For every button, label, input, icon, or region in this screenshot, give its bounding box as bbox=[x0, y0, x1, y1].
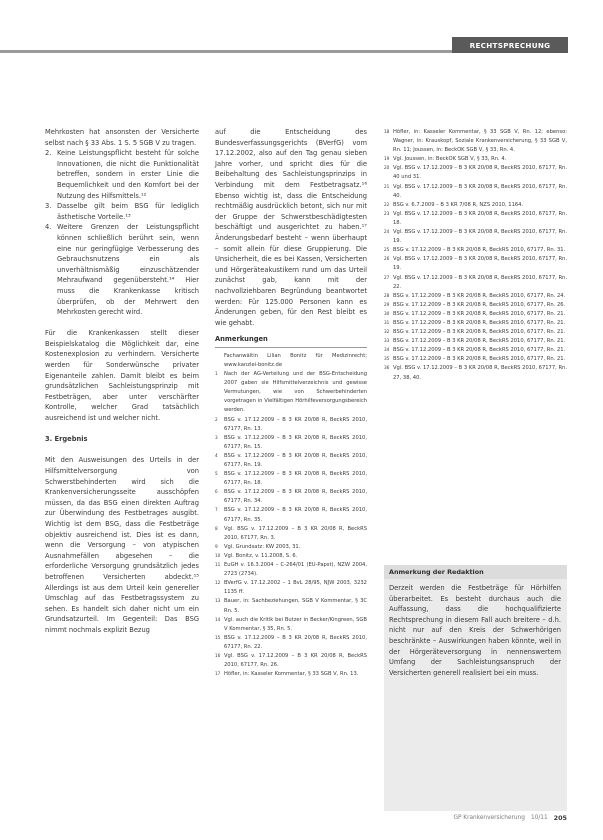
footnote-list bbox=[215, 352, 367, 679]
footnote bbox=[384, 210, 567, 228]
section-label: RECHTSPRECHUNG bbox=[452, 37, 568, 53]
footnote-number: 25 bbox=[384, 247, 390, 253]
footnote-number: 14 bbox=[215, 616, 221, 622]
footnote-number: 29 bbox=[384, 301, 390, 307]
footnote-text: BSG v. 17.12.2009 – B 3 KR 20/08 R, BeckRS 2010, 67177, Rn. 34. bbox=[224, 489, 367, 505]
footnote bbox=[215, 352, 367, 370]
footnote bbox=[384, 255, 567, 273]
editorial-note-title: Anmerkung der Redaktion bbox=[384, 565, 567, 579]
footnote-text: Vgl. Joussen, in: BeckOK SGB V, § 33, Rn. 4. bbox=[393, 156, 507, 163]
footnote-number: 34 bbox=[384, 347, 390, 353]
footnote-text: Bauer, in: Sachbeziehungen, SGB V Kommentar, § 3C Rn. 5. bbox=[224, 598, 367, 614]
footnote bbox=[215, 579, 367, 597]
footnote-number: 23 bbox=[384, 210, 390, 216]
footnote bbox=[215, 670, 367, 679]
footnote bbox=[215, 634, 367, 652]
footnote-number: 5 bbox=[215, 471, 218, 477]
column-2 bbox=[215, 127, 367, 679]
footnote bbox=[384, 246, 567, 255]
footnote-text: BSG v. 17.12.2009 – B 3 KR 20/08 R, BeckRS 2010, 67177, Rn. 21. bbox=[393, 356, 566, 363]
list-item bbox=[45, 222, 199, 317]
footnote bbox=[384, 128, 567, 155]
footnote-number: 35 bbox=[384, 356, 390, 362]
footnote bbox=[384, 346, 567, 355]
footnote-text: BSG v. 17.12.2009 – B 3 KR 20/08 R, BeckRS 2010, 67177, Rn. 13. bbox=[224, 416, 367, 432]
paragraph-result: Mit den Ausweisungen des Urteils in der Hilfsmittelversorgung von Schwerstbehinderten wird sich die Krankenversicherungsseite ausschöpfen müssen, da das BSG einen direkten Auftrag zur Überwindung des Festbetrages ausgibt. Wichtig ist dem BSG, dass die Festbeträge objektiv ausreichend ist. Dies ist es dann, wenn die Versorgung – von atypischen Ausnahmefällen abgesehen – die erforderliche Versorgung grundsätzlich jedes betroffenen Versicherten abdeckt.¹⁵ Allerdings ist aus dem Urteil kein genereller Umschlag auf das Festbetragssystem zu sehen. Es handelt sich daher nicht um ein Grundsatzurteil. Im Gegenteil: Das BSG nimmt nochmals explizit Bezug bbox=[45, 456, 199, 634]
footnote bbox=[384, 228, 567, 246]
footnote-text: BSG v. 17.12.2009 – B 3 KR 20/08 R, BeckRS 2010, 67177, Rn. 15. bbox=[224, 434, 367, 450]
footnote-number: 8 bbox=[215, 525, 218, 531]
footnote-text: BSG v. 17.12.2009 – B 3 KR 20/08 R, BeckRS 2010, 67177, Rn. 22. bbox=[224, 634, 367, 650]
footnote bbox=[384, 319, 567, 328]
footnote-text: BSG v. 17.12.2009 – B 3 KR 20/08 R, BeckRS 2010, 67177, Rn. 21. bbox=[393, 338, 566, 345]
footnote-number: 27 bbox=[384, 274, 390, 280]
footnote-number: 4 bbox=[215, 452, 218, 458]
column-3 bbox=[384, 128, 567, 383]
footnote-text: Vgl. BSG v. 17.12.2009 – B 3 KR 20/08 R, BeckRS 2010, 67177, Rn. 26. bbox=[224, 652, 367, 669]
footnote bbox=[215, 470, 367, 488]
footnote-text: Fachanwältin Lilian Bonitz für Medizinrecht; www.kanzlei-bonitz.de bbox=[224, 352, 367, 368]
footnote-number: 15 bbox=[215, 634, 221, 640]
footnote-text: BSG v. 17.12.2009 – B 3 KR 20/08 R, BeckRS 2010, 67177, Rn. 31. bbox=[393, 247, 566, 254]
footnote-number: 28 bbox=[384, 292, 390, 298]
footnote-number: 30 bbox=[384, 310, 390, 316]
footnote bbox=[215, 652, 367, 670]
footnote-text: BSG v. 17.12.2009 – B 3 KR 20/08 R, BeckRS 2010, 67177, Rn. 35. bbox=[224, 507, 367, 523]
footnote bbox=[384, 155, 567, 164]
footnote bbox=[215, 561, 367, 579]
footnote-number: 10 bbox=[215, 552, 221, 558]
footnote-text: BSG v. 17.12.2009 – B 3 KR 20/08 R, BeckRS 2010, 67177, Rn. 18. bbox=[224, 471, 367, 487]
footnote-number: 17 bbox=[215, 671, 221, 677]
footnote-text: Vgl. BSG v. 17.12.2009 – B 3 KR 20/08 R, BeckRS 2010, 67177, Rn. 22. bbox=[393, 274, 567, 290]
header-rule bbox=[0, 50, 530, 53]
footnote bbox=[215, 416, 367, 434]
list-text: Keine Leistungspflicht besteht für solche Innovationen, die nicht die Funktionalität betreffen, sondern in erster Linie die Bequemlichkeit und den Komfort bei der Nutzung des Hilfsmittels.¹² bbox=[57, 149, 199, 200]
footnote-text: BSG v. 17.12.2009 – B 3 KR 20/08 R, BeckRS 2010, 67177, Rn. 21. bbox=[393, 310, 566, 317]
footnote-text: Vgl. BSG v. 17.12.2009 – B 3 KR 20/08 R, BeckRS 2010, 67177, Rn. 19. bbox=[393, 229, 567, 245]
footnote bbox=[384, 328, 567, 337]
footnote bbox=[384, 183, 567, 201]
footnote bbox=[215, 552, 367, 561]
footnote-text: BSG v. 17.12.2009 – B 3 KR 20/08 R, BeckRS 2010, 67177, Rn. 21. bbox=[393, 319, 566, 326]
footnote-number: 20 bbox=[384, 165, 390, 171]
footnote-text: Höfler, in: Kasseler Kommentar, § 33 SGB V, Rn. 12; ebenso: Wagner, in: Krauskopf, Soziale Krankenversicherung, § 33 SGB V, Rn. 11; Joussen, in: BeckOK SGB V, § 33, Rn. 4. bbox=[393, 129, 567, 154]
footnote bbox=[384, 355, 567, 364]
footnote-number: 32 bbox=[384, 329, 390, 335]
list-item bbox=[45, 201, 199, 222]
footnote bbox=[215, 525, 367, 543]
list-item bbox=[45, 148, 199, 201]
footnotes-heading: Anmerkungen bbox=[215, 334, 367, 348]
list-text: Weitere Grenzen der Leistungspflicht können schließlich berührt sein, wenn eine nur geringfügige Verbesserung des Gebrauchsnutzens ein als unverhältnismäßig einzuschätzender Mehraufwand gegenübersteht.¹⁴ Hier muss die Krankenkasse kritisch überprüfen, ob der Mehrwert den Mehrkosten gerecht wird. bbox=[57, 223, 199, 317]
footnote-text: Vgl. BSG v. 17.12.2009 – B 3 KR 20/08 R, BeckRS 2010, 67177, Rn. 3. bbox=[224, 525, 367, 541]
footnote-number: 31 bbox=[384, 319, 390, 325]
journal-issue: 10/11 bbox=[530, 815, 548, 821]
footnote-number: 11 bbox=[215, 562, 221, 568]
footnote-text: Höfler, in: Kasseler Kommentar, § 33 SGB V, Rn. 13. bbox=[224, 671, 359, 678]
footnote-text: Vgl. BSG v. 17.12.2009 – B 3 KR 20/08 R, BeckRS 2010, 67177, Rn. 18. bbox=[393, 210, 567, 226]
footnote-text: EuGH v. 16.3.2004 – C-264/01 (EU-Papst), NZW 2004, 2723 (2734). bbox=[224, 562, 367, 578]
footnote bbox=[215, 616, 367, 634]
page-footer bbox=[384, 810, 567, 826]
numbered-list bbox=[45, 148, 199, 318]
footnote-number: 36 bbox=[384, 365, 390, 371]
list-number: 2. bbox=[45, 149, 52, 158]
editorial-note-text: Derzeit werden die Festbeträge für Hörhilfen überarbeitet. Es besteht durchaus auch die Auffassung, dass die hochqualifizierte Rechtsprechung in diesem Fall auch breitere – d.h. nicht nur auf den Kreis der Schwerhörigen beschränkte – Auswirkungen haben könnte, weil in der Hörgeräteversorgung in nennenswertem Umfang der Sachleistungsanspruch der Versicherten generell realisiert bei ein muss. bbox=[389, 584, 561, 677]
footnote-text: Vgl. BSG v. 17.12.2009 – B 3 KR 20/08 R, BeckRS 2010, 67177, Rn. 19. bbox=[393, 256, 567, 272]
footnote bbox=[384, 164, 567, 182]
footnote-number: 26 bbox=[384, 256, 390, 262]
list-number: 3. bbox=[45, 202, 52, 211]
footnote bbox=[215, 452, 367, 470]
footnote-text: BSG v. 17.12.2009 – B 3 KR 20/08 R, BeckRS 2010, 67177, Rn. 19. bbox=[224, 452, 367, 468]
footnote bbox=[384, 364, 567, 382]
footnote bbox=[215, 434, 367, 452]
footnote bbox=[384, 292, 567, 301]
column-1 bbox=[45, 127, 199, 636]
footnote-text: BVerfG v. 17.12.2002 – 1 BvL 28/95, NJW 2003, 3232 1135 ff. bbox=[224, 580, 367, 596]
editorial-note-box bbox=[384, 565, 567, 811]
footnote-number: 13 bbox=[215, 598, 221, 604]
footnote-list-continued bbox=[384, 128, 567, 383]
footnote bbox=[215, 543, 367, 552]
footnote-number: 21 bbox=[384, 183, 390, 189]
footnote-number: 19 bbox=[384, 156, 390, 162]
footnote-text: BSG v. 17.12.2009 – B 3 KR 20/08 R, BeckRS 2010, 67177, Rn. 21. bbox=[393, 347, 566, 354]
footnote bbox=[384, 310, 567, 319]
footnote-text: Vgl. BSG v. 17.12.2009 – B 3 KR 20/08 R, BeckRS 2010, 67177, Rn. 27, 38, 40. bbox=[393, 365, 567, 381]
footnote-number: 2 bbox=[215, 416, 218, 422]
footnote-text: Vgl. BSG v. 17.12.2009 – B 3 KR 20/08 R, BeckRS 2010, 67177, Rn. 40. bbox=[393, 183, 567, 199]
footnote-text: BSG v. 17.12.2009 – B 3 KR 20/08 R, BeckRS 2010, 67177, Rn. 26. bbox=[393, 301, 566, 308]
footnote bbox=[384, 201, 567, 210]
footnote bbox=[384, 274, 567, 292]
footnote-number: 3 bbox=[215, 434, 218, 440]
footnote-number: 6 bbox=[215, 489, 218, 495]
list-number: 4. bbox=[45, 223, 52, 232]
section-heading-ergebnis: 3. Ergebnis bbox=[45, 435, 88, 444]
paragraph-catalog: Für die Krankenkassen stellt dieser Beispielskatalog die Möglichkeit dar, eine Kostenexplosion zu verhindern. Versicherte werden für Sonderwünsche privater Eigenanteile zahlen. Damit bleibt es beim grundsätzlichen Sachleistungsprinzip mit Festbeträgen, aber unter verschärfter Kontrolle, welcher Grad tatsächlich ausreichend ist und welcher nicht. bbox=[45, 329, 199, 423]
footnote-text: BSG v. 17.12.2009 – B 3 KR 20/08 R, BeckRS 2010, 67177, Rn. 24. bbox=[393, 292, 566, 299]
footnote-text: BSG v. 6.7.2009 – B 3 KR 7/08 R, NZS 2010, 1164. bbox=[393, 201, 524, 208]
footnote-number: 9 bbox=[215, 543, 218, 549]
paragraph-decision: auf die Entscheidung des Bundesverfassungsgerichts (BVerfG) vom 17.12.2002, also auf den Tag genau sieben Jahre vorher, und spricht dies für die Beibehaltung des Sachleistungsprinzips in Verbindung mit dem Festbetragsatz.¹⁶ Ebenso wichtig ist, dass die Entscheidung rechtmäßig ausdrücklich betont, sich nur mit der Gruppe der Schwerstbeschädigtesten beschäftigt und ausgerichtet zu haben.¹⁷ Änderungsbedarf besteht – wenn überhaupt – somit allein für diese Gruppierung. Die Unsicherheit, die es bei Kassen, Versicherten und Hörgeräteakustikern rund um das Urteil zunächst gab, kann mit der nachvollziehbaren Begründung beantwortet werden: Für 125.000 Personen kann es Änderungen geben, für den Rest bleibt es wie gehabt. bbox=[215, 128, 367, 327]
footnote bbox=[215, 597, 367, 615]
footnote-text: Nach der AG-Verteilung und der BSG-Entscheidung 2007 gaben sie Hilfsmittelverzeichnis und gewisse Vermutungen, wie von Schwerbehinderten vorgetragen in Vielfältigen Hörhilfeversorgungsbereich werden. bbox=[224, 371, 367, 414]
footnote bbox=[384, 337, 567, 346]
footnote-number: 18 bbox=[384, 129, 390, 134]
footnote-number: 22 bbox=[384, 201, 390, 207]
footnote-text: Vgl. auch die Kritik bei Butzer in Becker/Kingreen, SGB V Kommentar, § 35, Rn. 5. bbox=[224, 616, 367, 632]
footnote-number: 16 bbox=[215, 652, 221, 658]
footnote-number: 1 bbox=[215, 371, 218, 377]
list-text: Dasselbe gilt beim BSG für lediglich ästhetische Vorteile.¹³ bbox=[57, 202, 199, 221]
journal-name: GP Krankenversicherung bbox=[453, 815, 525, 821]
footnote-number: 24 bbox=[384, 229, 390, 235]
footnote-text: BSG v. 17.12.2009 – B 3 KR 20/08 R, BeckRS 2010, 67177, Rn. 21. bbox=[393, 329, 566, 336]
footnote bbox=[215, 506, 367, 524]
footnote-number: 7 bbox=[215, 507, 218, 513]
footnote-text: Vgl. BSG v. 17.12.2009 – B 3 KR 20/08 R, BeckRS 2010, 67177, Rn. 40 und 31. bbox=[393, 165, 567, 181]
footnote bbox=[215, 488, 367, 506]
footnote-text: Vgl. Grundsatz: KW 2003, 31. bbox=[224, 543, 301, 550]
footnote bbox=[384, 301, 567, 310]
footnote-number: 12 bbox=[215, 580, 221, 586]
footnote bbox=[215, 370, 367, 415]
page-number: 205 bbox=[553, 814, 567, 822]
paragraph-intro: Mehrkosten hat ansonsten der Versicherte selbst nach § 33 Abs. 1 S. 5 SGB V zu tragen. bbox=[45, 128, 199, 147]
footnote-number: 33 bbox=[384, 338, 390, 344]
footnote-text: Vgl. Bonitz, v. 11.2008, S. 6. bbox=[224, 552, 298, 559]
